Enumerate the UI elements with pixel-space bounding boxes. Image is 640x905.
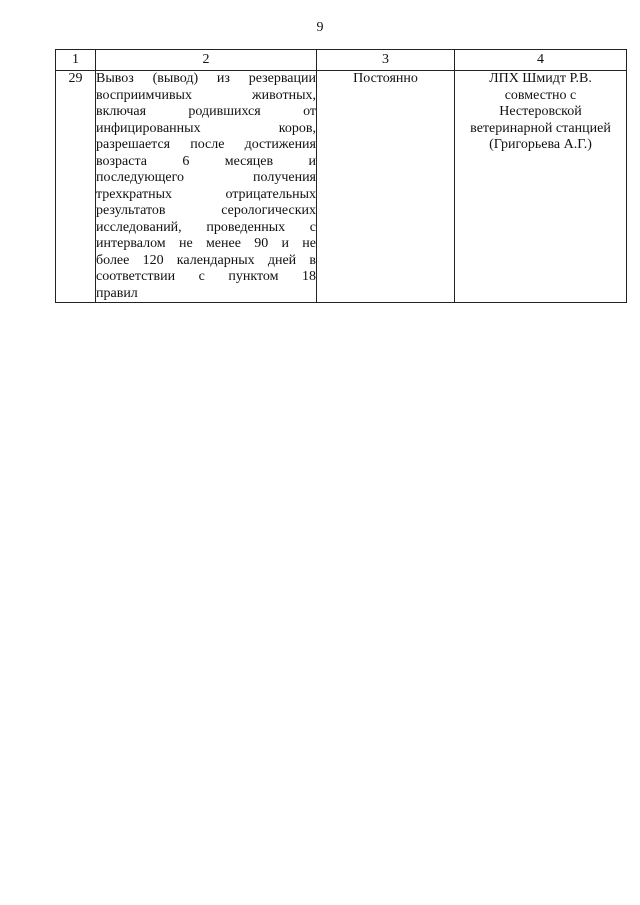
description-line: соответствии с пунктом 18 xyxy=(96,269,316,284)
measure-responsible xyxy=(455,71,627,303)
table-row xyxy=(56,71,627,303)
description-line: трехкратных отрицательных xyxy=(96,186,316,202)
responsible-line: совместно с xyxy=(504,87,577,103)
table-header-row xyxy=(56,50,627,71)
responsible-line: ветеринарной станцией xyxy=(470,120,611,136)
responsible-line: ЛПХ Шмидт Р.В. xyxy=(489,71,592,86)
description-line: правил xyxy=(96,285,138,301)
description-line: включая родившихся от xyxy=(96,104,316,119)
description-line: разрешается после достижения xyxy=(96,137,316,152)
measures-table xyxy=(55,49,627,303)
header-col-2: 2 xyxy=(96,50,317,71)
responsible-line: Нестеровской xyxy=(499,104,582,119)
responsible-line: (Григорьева А.Г.) xyxy=(489,137,592,152)
description-line: восприимчивых животных, xyxy=(96,87,316,103)
header-col-3: 3 xyxy=(317,50,455,71)
measure-term: Постоянно xyxy=(317,71,455,303)
description-line: результатов серологических xyxy=(96,203,316,218)
description-line: более 120 календарных дней в xyxy=(96,252,316,268)
page-number: 9 xyxy=(316,20,324,35)
header-col-1: 1 xyxy=(56,50,96,71)
description-line: последующего получения xyxy=(96,170,316,185)
description-line: исследований, проведенных с xyxy=(96,219,316,235)
description-line: Вывоз (вывод) из резервации xyxy=(96,71,316,86)
description-line: инфицированных коров, xyxy=(96,120,316,136)
description-line: возраста 6 месяцев и xyxy=(96,153,316,169)
header-col-4: 4 xyxy=(455,50,627,71)
description-line: интервалом не менее 90 и не xyxy=(96,236,316,251)
measure-description xyxy=(96,71,317,303)
row-number: 29 xyxy=(56,71,96,303)
